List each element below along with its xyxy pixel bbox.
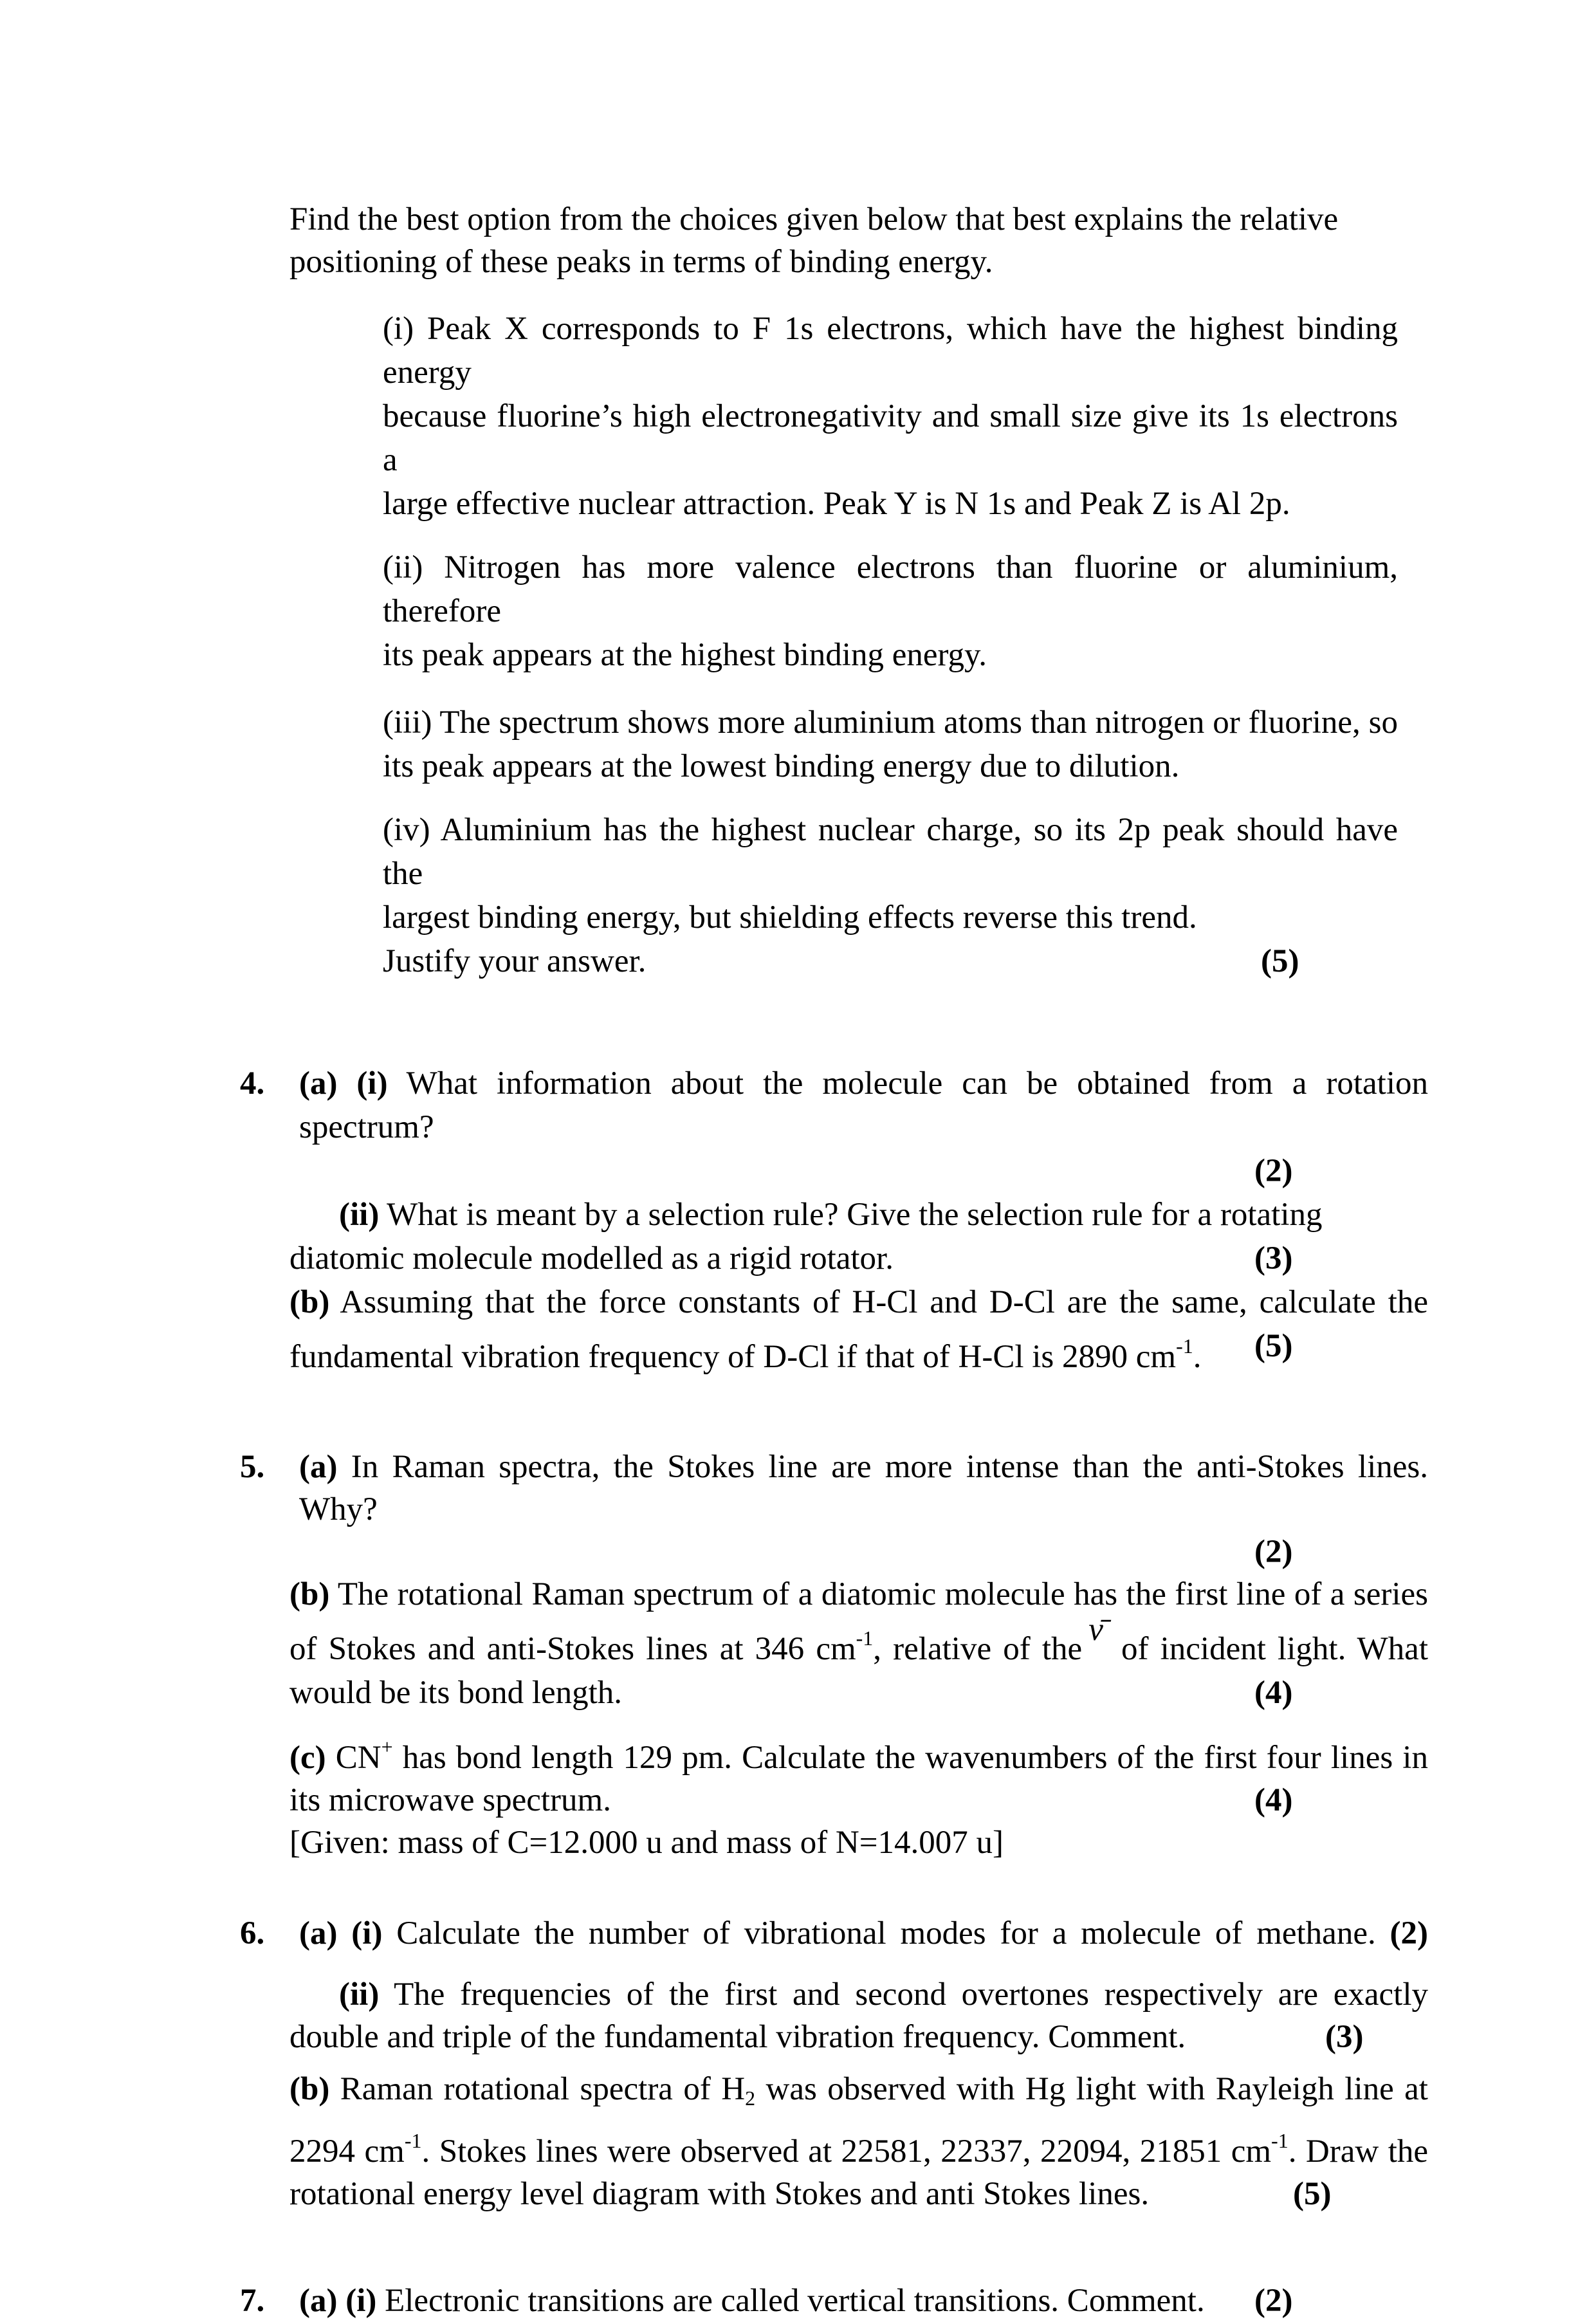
q4-b-line-1 (289, 1280, 1428, 1324)
marks-badge-5c: (5) (1293, 2176, 1332, 2212)
q4-b-superscript: -1 (1176, 1334, 1193, 1358)
q5-part-c (289, 1726, 1428, 1864)
q4-number: 4. (240, 1065, 265, 1101)
q6-b-line-2-pre: 2294 cm (289, 2133, 405, 2170)
marks-badge-5b: (5) (1254, 1328, 1293, 1364)
q6-a-i-text: Calculate the number of vibrational modes for a molecule of methane. (382, 1915, 1390, 1951)
q5-b-line-2 (289, 1612, 1428, 1672)
intro-line-2: positioning of these peaks in terms of binding energy. (289, 244, 993, 280)
option-iv-line-1: (iv) Aluminium has the highest nuclear charge, so its 2p peak should have the (383, 812, 1398, 892)
q4-a-ii-label: (ii) (339, 1197, 380, 1233)
q5-b-line-1-text: The rotational Raman spectrum of a diatomic molecule has the first line of a series (329, 1576, 1428, 1612)
q4-b-line-1-text: Assuming that the force constants of H-Cl and D-Cl are the same, calculate the (329, 1284, 1428, 1320)
option-i-line-1: (i) Peak X corresponds to F 1s electrons, which have the highest binding energy (383, 311, 1398, 391)
q6-a-ii-line-2 (289, 2016, 1428, 2058)
q6-b-superscript-2: -1 (1271, 2129, 1289, 2152)
option-iv-line-2: largest binding energy, but shielding effects reverse this trend. (383, 899, 1197, 935)
q5-a-label: (a) (299, 1449, 338, 1485)
q6-a-ii-line-2-text: double and triple of the fundamental vibration frequency. Comment. (289, 2019, 1186, 2055)
q5-b-line-3-text: would be its bond length. (289, 1675, 623, 1711)
question-6 (240, 1912, 1428, 1955)
q5-b-superscript: -1 (856, 1626, 874, 1650)
q5-c-line-1-pre: CN (326, 1740, 381, 1776)
q4-a-ii-line-2-text: diatomic molecule modelled as a rigid rotator. (289, 1240, 894, 1276)
option-i-line-3: large effective nuclear attraction. Peak Y is N 1s and Peak Z is Al 2p. (383, 486, 1290, 522)
marks-badge-2b: (2) (1254, 1534, 1293, 1570)
intro-paragraph (289, 198, 1428, 283)
option-iii-line-2: its peak appears at the lowest binding energy due to dilution. (383, 748, 1180, 784)
marks-badge-4b: (4) (1254, 1782, 1293, 1818)
q6-b-superscript-1: -1 (404, 2129, 422, 2152)
q4-b-line-2 (289, 1324, 1428, 1379)
marks-badge-2c: (2) (1390, 1915, 1428, 1951)
marks-badge-4: (4) (1254, 1675, 1293, 1711)
option-iii (383, 701, 1398, 788)
q6-a-ii-text: The frequencies of the first and second overtones respectively are exactly (379, 1976, 1428, 2013)
q4-a-ii-line-2 (289, 1237, 1428, 1280)
option-ii-line-2: its peak appears at the highest binding energy. (383, 637, 987, 673)
q4-a-i-line (240, 1062, 1428, 1149)
marks-badge-5: (5) (1261, 943, 1299, 979)
q7-number: 7. (240, 2283, 265, 2319)
q6-b-line-3-text: rotational energy level diagram with Stokes and anti Stokes lines. (289, 2176, 1150, 2212)
marks-badge-3: (3) (1254, 1240, 1293, 1276)
q5-b-line-3 (289, 1672, 1428, 1714)
q6-b-line-2-end: . Draw the (1288, 2133, 1429, 2170)
q5-c-superscript: + (381, 1735, 393, 1758)
q6-b-line-2-mid: . Stokes lines were observed at 22581, 22337, 22094, 21851 cm (421, 2133, 1272, 2170)
q5-c-line-2-text: its microwave spectrum. (289, 1782, 611, 1818)
q7-a-i-text: Electronic transitions are called vertical transitions. Comment. (376, 2283, 1205, 2319)
q4-a-i-text: What information about the molecule can be obtained from a rotation spectrum? (299, 1065, 1428, 1145)
q5-number: 5. (240, 1449, 265, 1485)
q5-c-given-line: [Given: mass of C=12.000 u and mass of N=14.007 u] (289, 1825, 1004, 1861)
option-i-line-2: because fluorine’s high electronegativity and small size give its 1s electrons a (383, 398, 1398, 478)
option-ii-line-1: (ii) Nitrogen has more valence electrons than fluorine or aluminium, therefore (383, 549, 1398, 629)
q5-c-label: (c) (289, 1740, 326, 1776)
q4-b-label: (b) (289, 1284, 330, 1320)
page-content (240, 198, 1429, 2322)
marks-badge-2: (2) (1254, 1153, 1293, 1189)
nu-bar-symbol: ν̄ (1088, 1612, 1103, 1648)
q5-a-text: In Raman spectra, the Stokes line are more intense than the anti-Stokes lines. Why? (299, 1449, 1428, 1527)
q5-b-line-2-end: of incident light. What (1109, 1631, 1428, 1667)
q6-a-i-label: (a) (i) (299, 1915, 383, 1951)
q4-a-i-label: (a) (i) (299, 1065, 388, 1101)
q5-b-label: (b) (289, 1576, 330, 1612)
option-iii-line-1: (iii) The spectrum shows more aluminium atoms than nitrogen or fluorine, so (383, 705, 1398, 741)
q6-b-subscript: 2 (745, 2087, 756, 2110)
q4-b-line-2-text: fundamental vibration frequency of D-Cl if that of H-Cl is 2890 cm (289, 1339, 1177, 1375)
q5-a-line (240, 1446, 1428, 1531)
q6-b-label: (b) (289, 2071, 330, 2107)
q5-b-line-1 (289, 1573, 1428, 1616)
q7-a-i-line (240, 2280, 1428, 2322)
q6-number: 6. (240, 1915, 265, 1951)
q5-b-line-2-mid: , relative of the (873, 1631, 1083, 1667)
q6-b-line-1-pre: Raman rotational spectra of H (329, 2071, 746, 2107)
q6-b-line-1-end: was observed with Hg light with Rayleigh line at (755, 2071, 1428, 2107)
q6-part-b (289, 2068, 1428, 2215)
q4-a-i-mark-line (289, 1149, 1428, 1193)
q7-a-i-label: (a) (i) (299, 2283, 377, 2319)
option-iv (383, 808, 1398, 983)
q6-b-line-2 (289, 2119, 1428, 2173)
q4-a-ii-line-1 (289, 1193, 1428, 1237)
q6-b-line-1 (289, 2068, 1428, 2119)
question-5 (240, 1446, 1428, 1864)
question-7 (240, 2280, 1428, 2322)
marks-badge-2d: (2) (1254, 2283, 1293, 2319)
q4-a-ii-text: What is meant by a selection rule? Give the selection rule for a rotating (379, 1197, 1323, 1233)
q6-a-i-line (240, 1912, 1428, 1955)
question-4 (240, 1062, 1428, 1379)
q5-a-mark-line (289, 1531, 1428, 1573)
option-iv-justify-line (383, 939, 1398, 983)
option-ii (383, 546, 1398, 677)
q6-a-ii-line-1 (289, 1973, 1428, 2016)
q5-c-line-1-end: has bond length 129 pm. Calculate the wavenumbers of the first four lines in (392, 1740, 1428, 1776)
q6-b-line-3 (289, 2173, 1428, 2215)
option-i (383, 307, 1398, 526)
justify-your-answer-text: Justify your answer. (383, 943, 647, 979)
q4-b-line-2-period: . (1193, 1339, 1202, 1375)
q5-c-line-1 (289, 1726, 1428, 1779)
q5-b-line-2-pre: of Stokes and anti-Stokes lines at 346 cm (289, 1631, 856, 1667)
q6-part-a-ii (289, 1973, 1428, 2058)
intro-line-1: Find the best option from the choices given below that best explains the relative (289, 201, 1339, 237)
q6-a-ii-label: (ii) (339, 1976, 380, 2013)
marks-badge-3b: (3) (1325, 2019, 1364, 2055)
q5-c-line-2 (289, 1779, 1428, 1821)
